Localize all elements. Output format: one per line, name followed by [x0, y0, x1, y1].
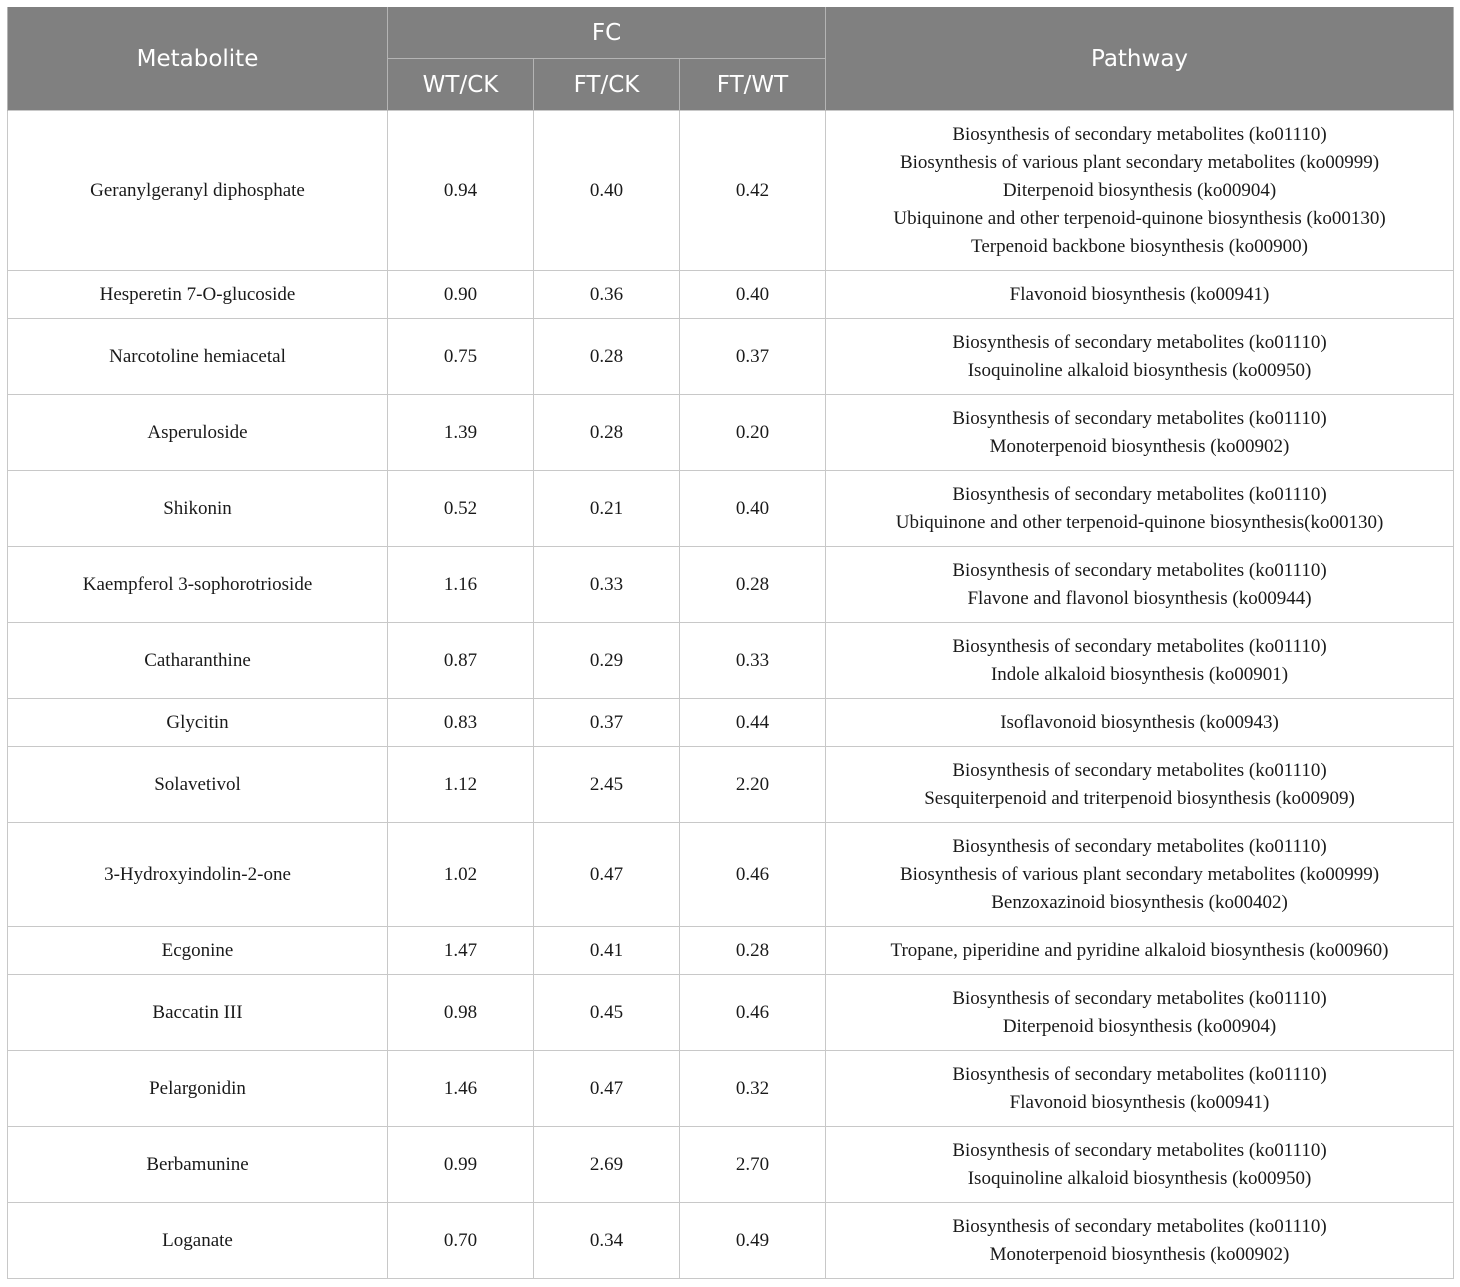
- table-row: [8, 747, 1454, 823]
- metabolite-table: [7, 7, 1454, 1279]
- table-row: [8, 471, 1454, 547]
- metabolite-cell: Catharanthine: [8, 623, 388, 699]
- wt-ck-cell: 0.83: [388, 699, 534, 747]
- pathway-line: Biosynthesis of various plant secondary metabolites (ko00999): [899, 151, 1380, 173]
- table-row: [8, 1051, 1454, 1127]
- pathway-cell: [826, 1203, 1454, 1279]
- metabolite-cell: Narcotoline hemiacetal: [8, 319, 388, 395]
- pathway-line: Biosynthesis of secondary metabolites (ko01110): [952, 1063, 1327, 1085]
- ft-ck-cell: 0.36: [534, 271, 680, 319]
- pathway-cell: [826, 823, 1454, 927]
- pathway-line: Biosynthesis of secondary metabolites (ko01110): [952, 407, 1327, 429]
- pathway-line: Biosynthesis of various plant secondary metabolites (ko00999): [899, 863, 1380, 885]
- pathway-line: Biosynthesis of secondary metabolites (ko01110): [952, 835, 1327, 857]
- ft-wt-cell: 0.46: [680, 823, 826, 927]
- ft-wt-cell: 0.28: [680, 927, 826, 975]
- metabolite-cell: Loganate: [8, 1203, 388, 1279]
- table-row: [8, 111, 1454, 271]
- pathway-line: Tropane, piperidine and pyridine alkaloid biosynthesis (ko00960): [890, 939, 1389, 961]
- pathway-cell: [826, 1127, 1454, 1203]
- table-row: [8, 699, 1454, 747]
- ft-ck-cell: 0.21: [534, 471, 680, 547]
- pathway-line: Diterpenoid biosynthesis (ko00904): [1002, 1015, 1277, 1037]
- ft-wt-cell: 0.49: [680, 1203, 826, 1279]
- metabolite-cell: Baccatin III: [8, 975, 388, 1051]
- ft-wt-cell: 0.28: [680, 547, 826, 623]
- ft-ck-cell: 0.29: [534, 623, 680, 699]
- ft-ck-cell: 0.28: [534, 319, 680, 395]
- pathway-cell: [826, 271, 1454, 319]
- ft-ck-cell: 0.47: [534, 1051, 680, 1127]
- pathway-line: Biosynthesis of secondary metabolites (ko01110): [952, 1139, 1327, 1161]
- metabolite-cell: Solavetivol: [8, 747, 388, 823]
- ft-wt-cell: 0.42: [680, 111, 826, 271]
- pathway-cell: [826, 471, 1454, 547]
- ft-ck-cell: 0.37: [534, 699, 680, 747]
- table-header: [8, 7, 1454, 111]
- pathway-line: Biosynthesis of secondary metabolites (ko01110): [952, 483, 1327, 505]
- pathway-line: Monoterpenoid biosynthesis (ko00902): [989, 435, 1290, 457]
- pathway-line: Isoflavonoid biosynthesis (ko00943): [1000, 711, 1279, 733]
- pathway-line: Ubiquinone and other terpenoid-quinone biosynthesis(ko00130): [895, 511, 1384, 533]
- pathway-cell: [826, 547, 1454, 623]
- pathway-cell: [826, 975, 1454, 1051]
- pathway-line: Biosynthesis of secondary metabolites (ko01110): [952, 759, 1327, 781]
- ft-wt-cell: 0.40: [680, 271, 826, 319]
- ft-wt-cell: 0.46: [680, 975, 826, 1051]
- pathway-cell: [826, 699, 1454, 747]
- wt-ck-cell: 0.90: [388, 271, 534, 319]
- metabolite-cell: Shikonin: [8, 471, 388, 547]
- header-fc: FC: [388, 7, 826, 59]
- wt-ck-cell: 1.02: [388, 823, 534, 927]
- header-metabolite: Metabolite: [8, 7, 388, 111]
- pathway-cell: [826, 623, 1454, 699]
- metabolite-cell: Ecgonine: [8, 927, 388, 975]
- table-row: [8, 623, 1454, 699]
- ft-wt-cell: 0.37: [680, 319, 826, 395]
- pathway-line: Isoquinoline alkaloid biosynthesis (ko00950): [967, 1167, 1312, 1189]
- pathway-line: Biosynthesis of secondary metabolites (ko01110): [952, 1215, 1327, 1237]
- ft-ck-cell: 0.45: [534, 975, 680, 1051]
- ft-ck-cell: 0.41: [534, 927, 680, 975]
- pathway-line: Flavonoid biosynthesis (ko00941): [1009, 1091, 1270, 1113]
- metabolite-cell: 3-Hydroxyindolin-2-one: [8, 823, 388, 927]
- pathway-line: Isoquinoline alkaloid biosynthesis (ko00950): [967, 359, 1312, 381]
- wt-ck-cell: 0.52: [388, 471, 534, 547]
- metabolite-cell: Glycitin: [8, 699, 388, 747]
- ft-ck-cell: 0.33: [534, 547, 680, 623]
- ft-wt-cell: 0.20: [680, 395, 826, 471]
- header-ft-ck: FT/CK: [534, 59, 680, 111]
- wt-ck-cell: 1.47: [388, 927, 534, 975]
- table-container: [7, 7, 1453, 1279]
- table-row: [8, 271, 1454, 319]
- pathway-line: Terpenoid backbone biosynthesis (ko00900): [971, 235, 1308, 257]
- wt-ck-cell: 1.46: [388, 1051, 534, 1127]
- wt-ck-cell: 1.39: [388, 395, 534, 471]
- metabolite-cell: Berbamunine: [8, 1127, 388, 1203]
- pathway-line: Biosynthesis of secondary metabolites (ko01110): [952, 987, 1327, 1009]
- wt-ck-cell: 1.16: [388, 547, 534, 623]
- ft-ck-cell: 0.47: [534, 823, 680, 927]
- pathway-line: Indole alkaloid biosynthesis (ko00901): [990, 663, 1289, 685]
- table-row: [8, 319, 1454, 395]
- pathway-cell: [826, 927, 1454, 975]
- ft-wt-cell: 0.40: [680, 471, 826, 547]
- ft-wt-cell: 2.20: [680, 747, 826, 823]
- table-row: [8, 975, 1454, 1051]
- ft-wt-cell: 2.70: [680, 1127, 826, 1203]
- metabolite-cell: Geranylgeranyl diphosphate: [8, 111, 388, 271]
- ft-ck-cell: 0.40: [534, 111, 680, 271]
- metabolite-cell: Kaempferol 3-sophorotrioside: [8, 547, 388, 623]
- wt-ck-cell: 0.70: [388, 1203, 534, 1279]
- metabolite-cell: Pelargonidin: [8, 1051, 388, 1127]
- table-row: [8, 1203, 1454, 1279]
- wt-ck-cell: 0.94: [388, 111, 534, 271]
- wt-ck-cell: 0.99: [388, 1127, 534, 1203]
- pathway-cell: [826, 395, 1454, 471]
- metabolite-cell: Asperuloside: [8, 395, 388, 471]
- pathway-line: Biosynthesis of secondary metabolites (ko01110): [952, 559, 1327, 581]
- pathway-cell: [826, 319, 1454, 395]
- table-body: [8, 111, 1454, 1279]
- pathway-line: Sesquiterpenoid and triterpenoid biosynthesis (ko00909): [924, 787, 1355, 809]
- pathway-line: Monoterpenoid biosynthesis (ko00902): [989, 1243, 1290, 1265]
- table-row: [8, 395, 1454, 471]
- ft-ck-cell: 2.45: [534, 747, 680, 823]
- pathway-line: Biosynthesis of secondary metabolites (ko01110): [952, 123, 1327, 145]
- pathway-line: Biosynthesis of secondary metabolites (ko01110): [952, 331, 1327, 353]
- pathway-line: Ubiquinone and other terpenoid-quinone biosynthesis (ko00130): [893, 207, 1386, 229]
- ft-ck-cell: 0.28: [534, 395, 680, 471]
- ft-ck-cell: 2.69: [534, 1127, 680, 1203]
- pathway-line: Benzoxazinoid biosynthesis (ko00402): [991, 891, 1288, 913]
- table-row: [8, 927, 1454, 975]
- pathway-line: Biosynthesis of secondary metabolites (ko01110): [952, 635, 1327, 657]
- ft-ck-cell: 0.34: [534, 1203, 680, 1279]
- ft-wt-cell: 0.44: [680, 699, 826, 747]
- pathway-cell: [826, 1051, 1454, 1127]
- header-pathway: Pathway: [826, 7, 1454, 111]
- pathway-line: Diterpenoid biosynthesis (ko00904): [1002, 179, 1277, 201]
- pathway-cell: [826, 111, 1454, 271]
- table-row: [8, 547, 1454, 623]
- pathway-cell: [826, 747, 1454, 823]
- header-ft-wt: FT/WT: [680, 59, 826, 111]
- header-wt-ck: WT/CK: [388, 59, 534, 111]
- table-row: [8, 823, 1454, 927]
- pathway-line: Flavonoid biosynthesis (ko00941): [1009, 283, 1270, 305]
- wt-ck-cell: 1.12: [388, 747, 534, 823]
- pathway-line: Flavone and flavonol biosynthesis (ko00944): [967, 587, 1312, 609]
- wt-ck-cell: 0.87: [388, 623, 534, 699]
- table-row: [8, 1127, 1454, 1203]
- metabolite-cell: Hesperetin 7-O-glucoside: [8, 271, 388, 319]
- wt-ck-cell: 0.75: [388, 319, 534, 395]
- ft-wt-cell: 0.32: [680, 1051, 826, 1127]
- ft-wt-cell: 0.33: [680, 623, 826, 699]
- wt-ck-cell: 0.98: [388, 975, 534, 1051]
